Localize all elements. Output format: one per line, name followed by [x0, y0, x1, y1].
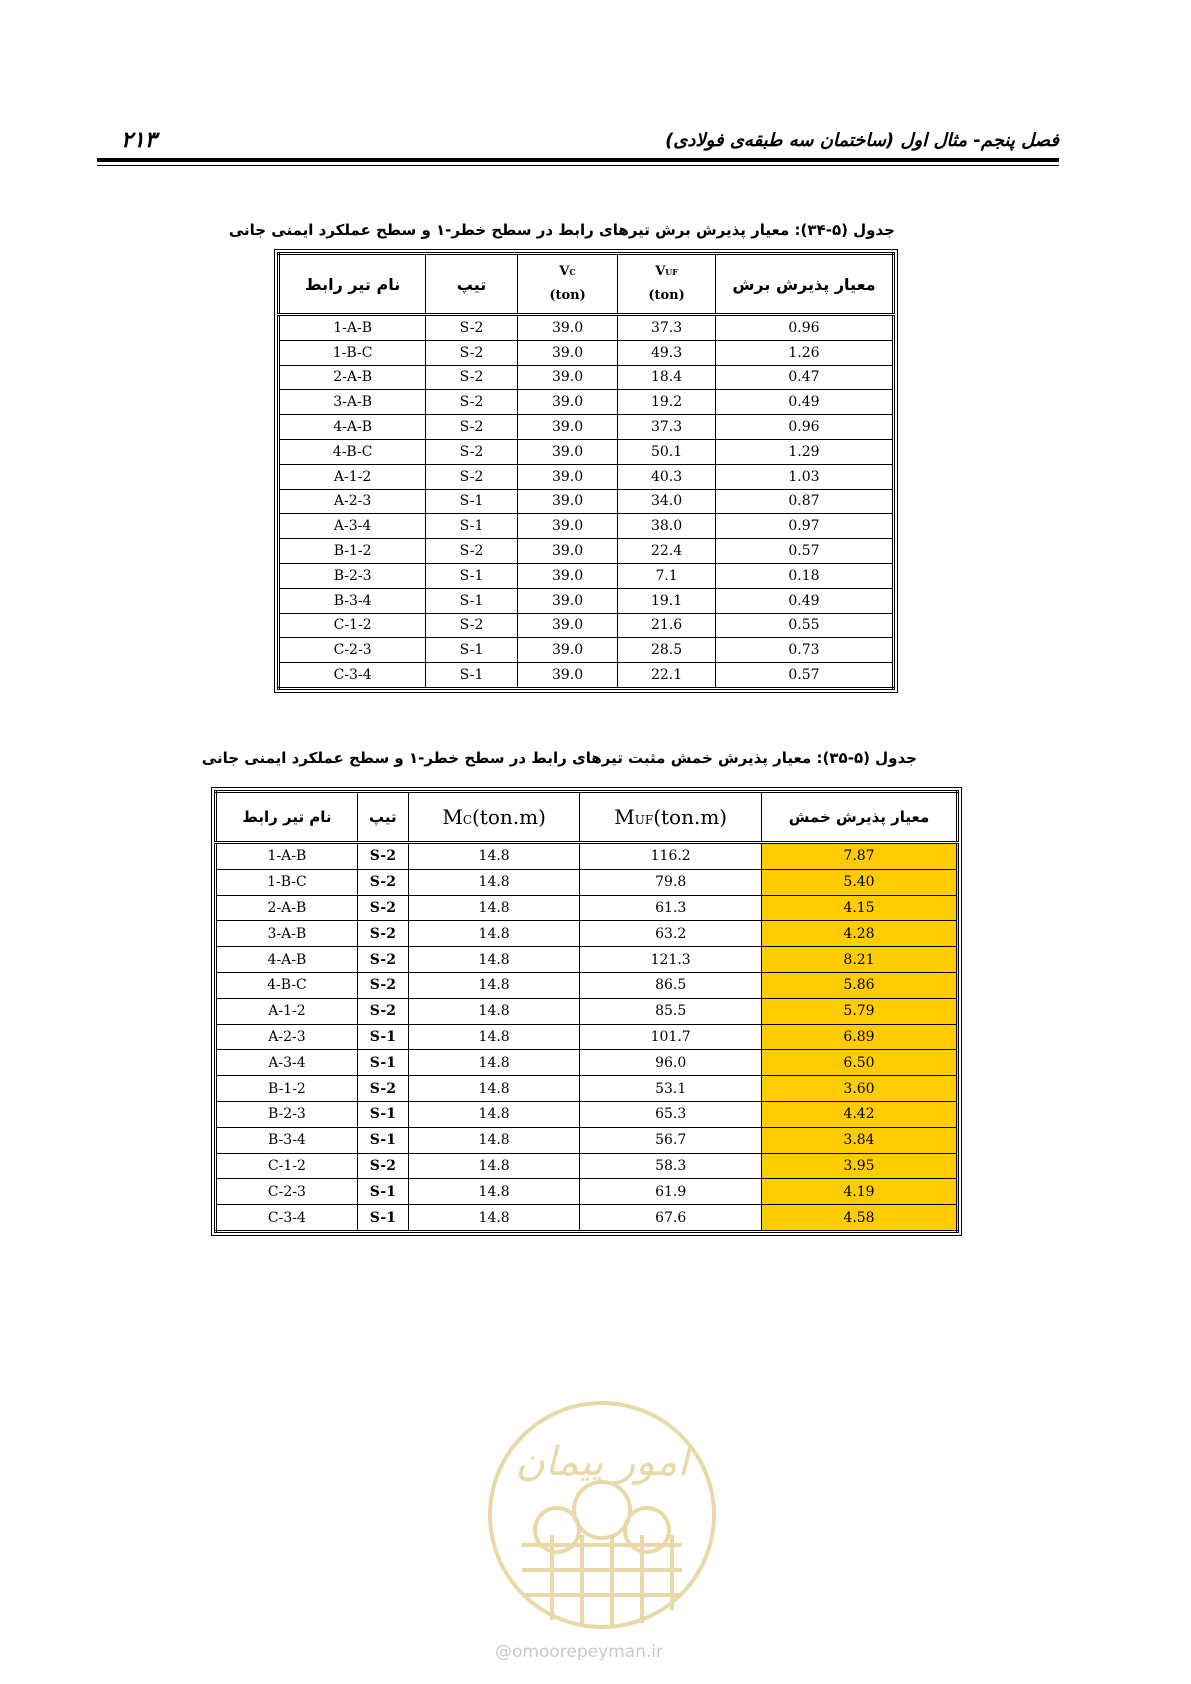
beam-type-cell: S-2: [426, 464, 518, 489]
beam-type-cell: S-2: [357, 1153, 408, 1179]
shear-ratio-cell: 1.29: [715, 439, 893, 464]
table1-header-type: تیپ: [426, 254, 518, 315]
beam-name-cell: B-1-2: [216, 1076, 358, 1102]
table1-row: [279, 365, 894, 390]
watermark-logo-text: امور پیمان: [515, 1439, 689, 1485]
table1-row: [279, 638, 894, 663]
table1-row: [279, 563, 894, 588]
header-rule-thick: [97, 158, 1059, 162]
vc-cell: 39.0: [517, 439, 618, 464]
mc-cell: 14.8: [408, 972, 579, 998]
page-header: [97, 128, 1059, 162]
beam-type-cell: S-2: [426, 613, 518, 638]
flexure-ratio-cell: 4.28: [762, 921, 958, 947]
table1-row: [279, 315, 894, 341]
vuf-cell: 28.5: [618, 638, 716, 663]
shear-acceptance-table: [277, 252, 895, 690]
beam-name-cell: C-3-4: [279, 663, 426, 689]
table2-header-type: تیپ: [357, 792, 408, 843]
vuf-cell: 34.0: [618, 489, 716, 514]
flexure-ratio-cell: 5.86: [762, 972, 958, 998]
beam-type-cell: S-1: [426, 663, 518, 689]
vc-cell: 39.0: [517, 390, 618, 415]
beam-name-cell: C-3-4: [216, 1205, 358, 1232]
vuf-cell: 7.1: [618, 563, 716, 588]
muf-cell: 61.9: [580, 1179, 762, 1205]
beam-type-cell: S-1: [357, 1179, 408, 1205]
shear-ratio-cell: 0.87: [715, 489, 893, 514]
mc-cell: 14.8: [408, 1153, 579, 1179]
vuf-cell: 19.2: [618, 390, 716, 415]
flexure-ratio-cell: 6.89: [762, 1024, 958, 1050]
muf-cell: 53.1: [580, 1076, 762, 1102]
table1-row: [279, 390, 894, 415]
beam-type-cell: S-2: [426, 315, 518, 341]
beam-name-cell: C-1-2: [216, 1153, 358, 1179]
vuf-cell: 50.1: [618, 439, 716, 464]
watermark-logo: [482, 1395, 722, 1635]
table2-row: [216, 843, 958, 870]
beam-type-cell: S-2: [426, 539, 518, 564]
vuf-cell: 18.4: [618, 365, 716, 390]
flexure-ratio-cell: 4.42: [762, 1101, 958, 1127]
vuf-cell: 49.3: [618, 340, 716, 365]
vuf-cell: 19.1: [618, 588, 716, 613]
watermark-url: [495, 1642, 663, 1662]
shear-ratio-cell: 0.96: [715, 315, 893, 341]
table2-row: [216, 1050, 958, 1076]
mc-cell: 14.8: [408, 998, 579, 1024]
beam-type-cell: S-1: [426, 563, 518, 588]
header-rule-thin: [97, 165, 1059, 166]
vc-cell: 39.0: [517, 514, 618, 539]
beam-name-cell: 1-B-C: [279, 340, 426, 365]
shear-ratio-cell: 0.55: [715, 613, 893, 638]
mc-cell: 14.8: [408, 895, 579, 921]
mc-cell: 14.8: [408, 1127, 579, 1153]
vc-cell: 39.0: [517, 638, 618, 663]
table2-row: [216, 1179, 958, 1205]
table2-header-criterion: معیار پذیرش خمش: [762, 792, 958, 843]
table2-row: [216, 972, 958, 998]
mc-cell: 14.8: [408, 843, 579, 870]
mc-cell: 14.8: [408, 1101, 579, 1127]
vuf-cell: 37.3: [618, 415, 716, 440]
table2-row: [216, 1127, 958, 1153]
vc-cell: 39.0: [517, 539, 618, 564]
beam-type-cell: S-2: [357, 1076, 408, 1102]
beam-name-cell: 1-B-C: [216, 869, 358, 895]
table2-row: [216, 1205, 958, 1232]
shear-ratio-cell: 0.96: [715, 415, 893, 440]
table2-header-name: نام تیر رابط: [216, 792, 358, 843]
table2-row: [216, 1024, 958, 1050]
beam-name-cell: B-3-4: [216, 1127, 358, 1153]
table1-header-criterion: معیار پذیرش برش: [715, 254, 893, 315]
flexure-ratio-cell: 8.21: [762, 947, 958, 973]
vc-cell: 39.0: [517, 365, 618, 390]
vc-cell: 39.0: [517, 489, 618, 514]
muf-cell: 85.5: [580, 998, 762, 1024]
muf-cell: 61.3: [580, 895, 762, 921]
table1-row: [279, 340, 894, 365]
beam-type-cell: S-2: [426, 439, 518, 464]
beam-type-cell: S-1: [426, 638, 518, 663]
beam-name-cell: C-1-2: [279, 613, 426, 638]
beam-type-cell: S-2: [357, 843, 408, 870]
table2-header-mc: MC(ton.m): [408, 792, 579, 843]
vc-cell: 39.0: [517, 315, 618, 341]
table1-row: [279, 613, 894, 638]
muf-cell: 67.6: [580, 1205, 762, 1232]
beam-type-cell: S-1: [357, 1205, 408, 1232]
table2-row: [216, 921, 958, 947]
beam-name-cell: C-2-3: [216, 1179, 358, 1205]
vc-cell: 39.0: [517, 613, 618, 638]
shear-ratio-cell: 0.49: [715, 390, 893, 415]
muf-cell: 116.2: [580, 843, 762, 870]
table1-row: [279, 588, 894, 613]
table1-row: [279, 464, 894, 489]
shear-ratio-cell: 0.18: [715, 563, 893, 588]
beam-name-cell: 2-A-B: [279, 365, 426, 390]
beam-type-cell: S-2: [426, 390, 518, 415]
table1-header-name: نام تیر رابط: [279, 254, 426, 315]
beam-name-cell: B-2-3: [279, 563, 426, 588]
beam-name-cell: B-1-2: [279, 539, 426, 564]
mc-cell: 14.8: [408, 1205, 579, 1232]
shear-ratio-cell: 1.03: [715, 464, 893, 489]
mc-cell: 14.8: [408, 1050, 579, 1076]
beam-name-cell: 1-A-B: [279, 315, 426, 341]
muf-cell: 79.8: [580, 869, 762, 895]
muf-cell: 101.7: [580, 1024, 762, 1050]
vc-cell: 39.0: [517, 663, 618, 689]
beam-name-cell: 4-A-B: [279, 415, 426, 440]
beam-name-cell: 4-A-B: [216, 947, 358, 973]
beam-name-cell: 3-A-B: [279, 390, 426, 415]
table2-row: [216, 1101, 958, 1127]
vuf-cell: 40.3: [618, 464, 716, 489]
beam-type-cell: S-1: [357, 1050, 408, 1076]
flexure-ratio-cell: 4.58: [762, 1205, 958, 1232]
flexure-ratio-cell: 5.79: [762, 998, 958, 1024]
muf-cell: 58.3: [580, 1153, 762, 1179]
beam-type-cell: S-1: [357, 1024, 408, 1050]
beam-type-cell: S-1: [357, 1101, 408, 1127]
table2-header-row: [216, 792, 958, 843]
beam-name-cell: 4-B-C: [279, 439, 426, 464]
flexure-acceptance-table: [214, 790, 959, 1233]
beam-name-cell: 4-B-C: [216, 972, 358, 998]
beam-name-cell: A-3-4: [279, 514, 426, 539]
mc-cell: 14.8: [408, 947, 579, 973]
beam-name-cell: C-2-3: [279, 638, 426, 663]
mc-cell: 14.8: [408, 869, 579, 895]
table2-row: [216, 1153, 958, 1179]
flexure-ratio-cell: 3.95: [762, 1153, 958, 1179]
beam-type-cell: S-2: [357, 921, 408, 947]
muf-cell: 65.3: [580, 1101, 762, 1127]
flexure-ratio-cell: 5.40: [762, 869, 958, 895]
beam-type-cell: S-2: [426, 340, 518, 365]
table2-caption: جدول (۵-۳۵): معیار پذیرش خمش مثبت تیرهای رابط در سطح خطر-۱ و سطح عملکرد ایمنی جانی: [201, 749, 917, 767]
beam-type-cell: S-2: [357, 972, 408, 998]
at-sign-icon: @: [495, 1642, 512, 1662]
beam-name-cell: 3-A-B: [216, 921, 358, 947]
table1-row: [279, 663, 894, 689]
beam-name-cell: 1-A-B: [216, 843, 358, 870]
flexure-ratio-cell: 3.60: [762, 1076, 958, 1102]
beam-name-cell: A-1-2: [279, 464, 426, 489]
table1-row: [279, 415, 894, 440]
flexure-ratio-cell: 4.15: [762, 895, 958, 921]
flexure-ratio-cell: 6.50: [762, 1050, 958, 1076]
beam-type-cell: S-2: [426, 415, 518, 440]
vuf-cell: 21.6: [618, 613, 716, 638]
shear-ratio-cell: 0.97: [715, 514, 893, 539]
mc-cell: 14.8: [408, 1024, 579, 1050]
vuf-cell: 22.4: [618, 539, 716, 564]
shear-ratio-cell: 0.57: [715, 663, 893, 689]
vuf-cell: 22.1: [618, 663, 716, 689]
table2-row: [216, 895, 958, 921]
table1-caption: جدول (۵-۳۴): معیار پذیرش برش تیرهای رابط در سطح خطر-۱ و سطح عملکرد ایمنی جانی: [228, 221, 895, 239]
mc-cell: 14.8: [408, 1179, 579, 1205]
beam-type-cell: S-2: [426, 365, 518, 390]
beam-type-cell: S-1: [426, 489, 518, 514]
beam-type-cell: S-1: [357, 1127, 408, 1153]
table2-header-muf: MUF(ton.m): [580, 792, 762, 843]
seal-icon: [482, 1395, 722, 1635]
page-number: ۲۱۳: [121, 128, 157, 153]
beam-type-cell: S-2: [357, 895, 408, 921]
shear-ratio-cell: 1.26: [715, 340, 893, 365]
table2-row: [216, 1076, 958, 1102]
vuf-cell: 38.0: [618, 514, 716, 539]
table2-row: [216, 947, 958, 973]
flexure-ratio-cell: 3.84: [762, 1127, 958, 1153]
beam-name-cell: 2-A-B: [216, 895, 358, 921]
chapter-title: فصل پنجم- مثال اول (ساختمان سه طبقه‌ی فولادی): [665, 130, 1059, 151]
table1-header-vuf: VUF (ton): [618, 254, 716, 315]
shear-ratio-cell: 0.73: [715, 638, 893, 663]
beam-type-cell: S-2: [357, 869, 408, 895]
flexure-ratio-cell: 7.87: [762, 843, 958, 870]
muf-cell: 96.0: [580, 1050, 762, 1076]
table1-row: [279, 489, 894, 514]
shear-ratio-cell: 0.47: [715, 365, 893, 390]
table1-row: [279, 439, 894, 464]
shear-ratio-cell: 0.49: [715, 588, 893, 613]
beam-type-cell: S-2: [357, 998, 408, 1024]
beam-name-cell: A-1-2: [216, 998, 358, 1024]
vc-cell: 39.0: [517, 415, 618, 440]
beam-name-cell: B-2-3: [216, 1101, 358, 1127]
beam-name-cell: A-2-3: [216, 1024, 358, 1050]
table2-row: [216, 869, 958, 895]
table1-header-row: [279, 254, 894, 315]
beam-type-cell: S-1: [426, 514, 518, 539]
muf-cell: 121.3: [580, 947, 762, 973]
table1-row: [279, 514, 894, 539]
vc-cell: 39.0: [517, 563, 618, 588]
mc-cell: 14.8: [408, 1076, 579, 1102]
table1-header-vc: VC (ton): [517, 254, 618, 315]
flexure-ratio-cell: 4.19: [762, 1179, 958, 1205]
mc-cell: 14.8: [408, 921, 579, 947]
table2-row: [216, 998, 958, 1024]
beam-type-cell: S-2: [357, 947, 408, 973]
shear-ratio-cell: 0.57: [715, 539, 893, 564]
beam-name-cell: B-3-4: [279, 588, 426, 613]
vc-cell: 39.0: [517, 340, 618, 365]
beam-name-cell: A-3-4: [216, 1050, 358, 1076]
beam-name-cell: A-2-3: [279, 489, 426, 514]
muf-cell: 63.2: [580, 921, 762, 947]
vc-cell: 39.0: [517, 588, 618, 613]
vc-cell: 39.0: [517, 464, 618, 489]
muf-cell: 86.5: [580, 972, 762, 998]
table1-row: [279, 539, 894, 564]
muf-cell: 56.7: [580, 1127, 762, 1153]
watermark-site: omoorepeyman.ir: [512, 1642, 664, 1662]
vuf-cell: 37.3: [618, 315, 716, 341]
beam-type-cell: S-1: [426, 588, 518, 613]
